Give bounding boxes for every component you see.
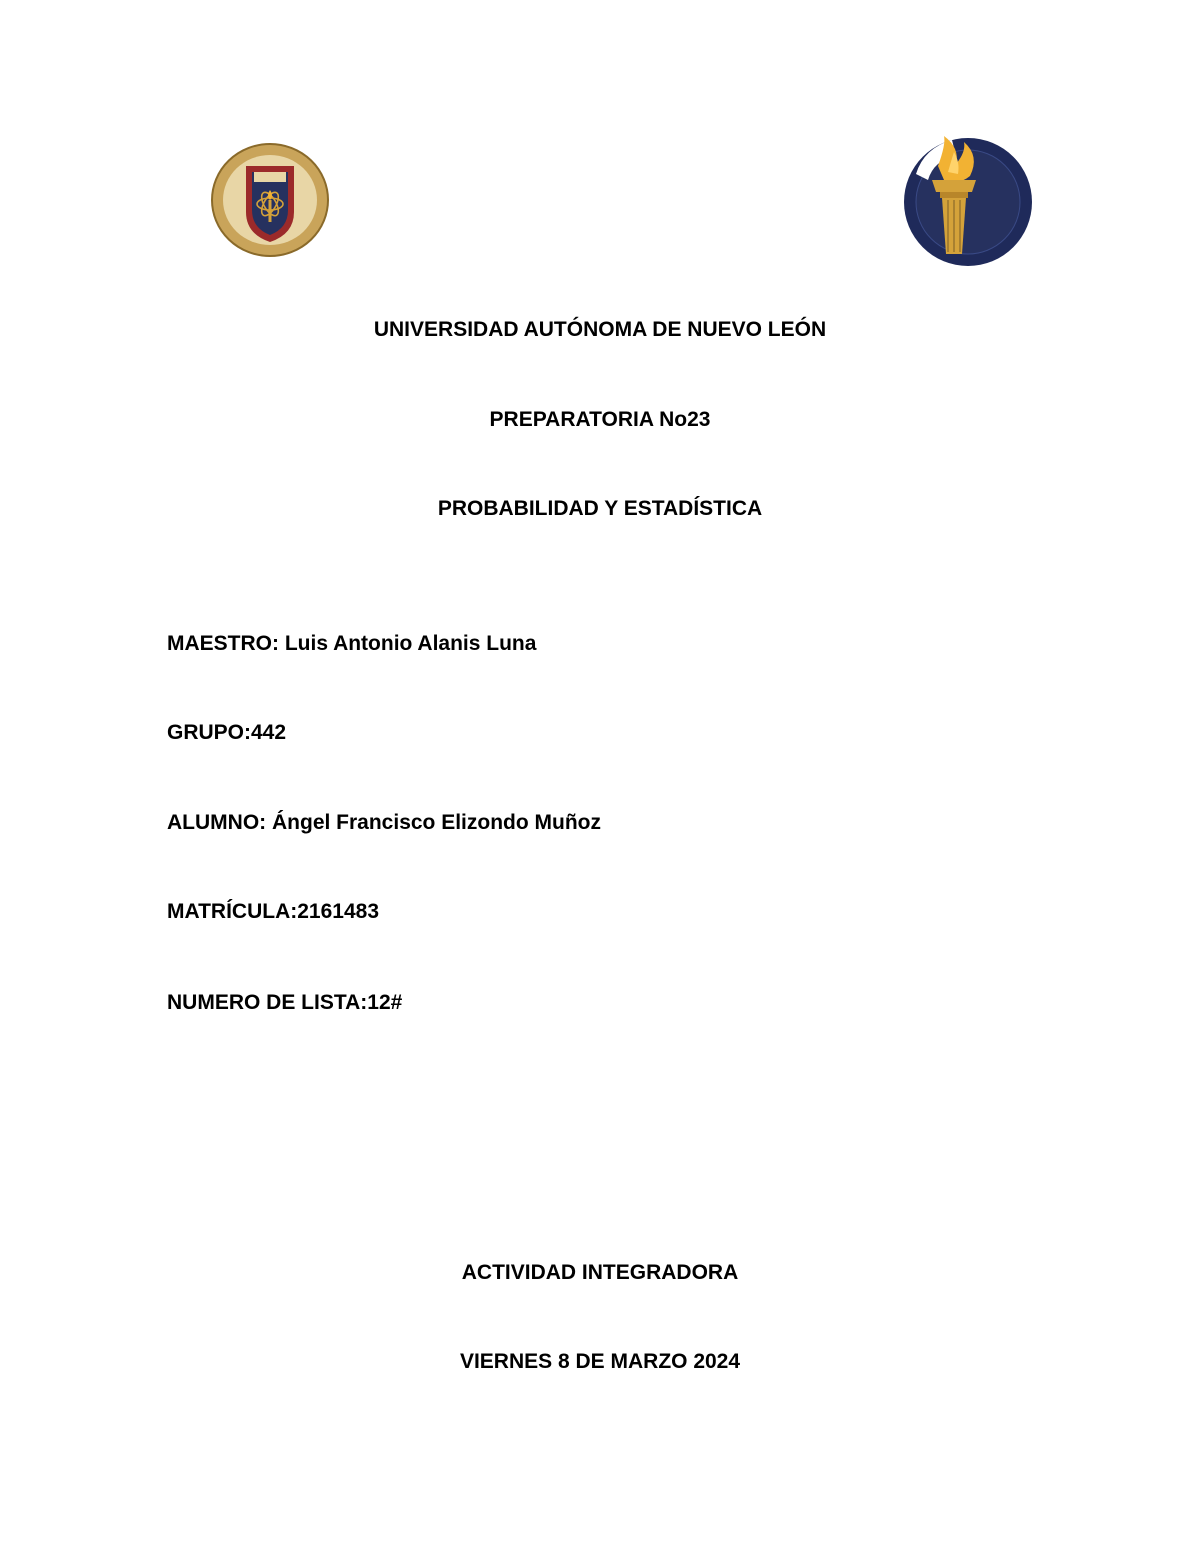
uanl-crest-icon: [210, 142, 330, 258]
group-field: [167, 720, 286, 746]
teacher-value: Luis Antonio Alanis Luna: [284, 632, 537, 655]
student-label: ALUMNO:: [167, 811, 267, 834]
university-name: UNIVERSIDAD AUTÓNOMA DE NUEVO LEÓN: [373, 318, 827, 341]
school-name: PREPARATORIA No23: [489, 408, 711, 431]
list-number-value: 12#: [367, 991, 403, 1014]
teacher-label: MAESTRO:: [167, 632, 279, 655]
group-value: 442: [251, 721, 287, 744]
student-field: [167, 810, 601, 836]
teacher-field: [167, 631, 536, 657]
student-value: Ángel Francisco Elizondo Muñoz: [272, 811, 602, 834]
id-field: [167, 899, 379, 925]
subject-name: PROBABILIDAD Y ESTADÍSTICA: [437, 497, 763, 520]
prepa-23-torch-icon: [898, 134, 1036, 270]
group-label: GRUPO:: [167, 721, 251, 744]
activity-title: ACTIVIDAD INTEGRADORA: [461, 1261, 739, 1284]
list-number-label: NUMERO DE LISTA:: [167, 991, 368, 1014]
document-date: VIERNES 8 DE MARZO 2024: [459, 1350, 741, 1373]
id-value: 2161483: [297, 900, 380, 923]
list-number-field: [167, 990, 402, 1016]
id-label: MATRÍCULA:: [167, 900, 298, 923]
